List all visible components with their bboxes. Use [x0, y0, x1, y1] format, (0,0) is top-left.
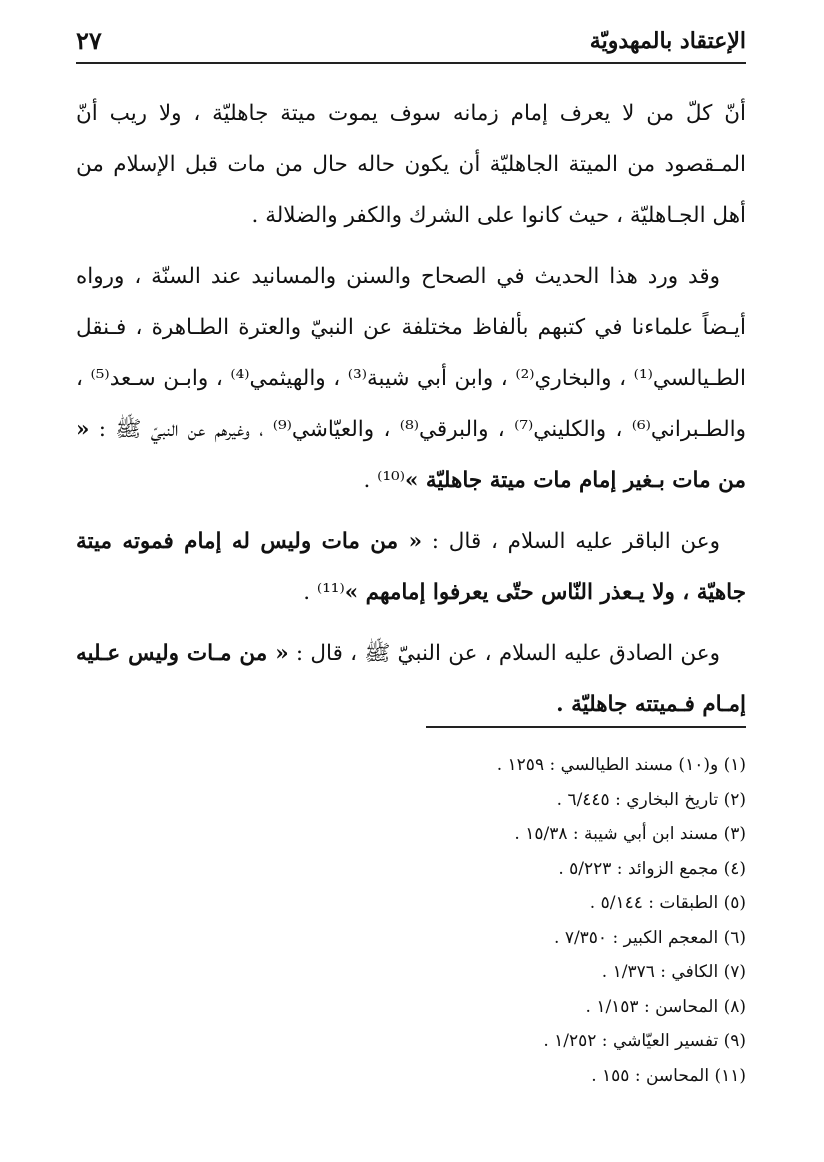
- footnote-item: (٧) الكافي : ١/٣٧٦ .: [601, 962, 746, 982]
- footnote-item: (١) و(١٠) مسند الطيالسي : ١٢٥٩ .: [496, 755, 746, 775]
- paragraph-3-quote: « من مات وليس له إمام فموته ميتة جاهيّة ، ولا يـعذر النّاس حتّى يعرفوا إمامهم »: [76, 529, 746, 605]
- paragraph-2-footnote-ref: ⁽¹⁰⁾ .: [363, 468, 405, 493]
- footnote-item: (٣) مسند ابن أبي شيبة : ١٥/٣٨ .: [514, 824, 746, 844]
- footnote-item: (٢) تاريخ البخاري : ٦/٤٤٥ .: [556, 789, 746, 810]
- footnote-item: (٦) المعجم الكبير : ٧/٣٥٠ .: [554, 927, 746, 948]
- body-text: [76, 88, 746, 740]
- footnotes-list: [226, 748, 746, 1093]
- paragraph-1-text: أنّ كلّ من لا يعرف إمام زمانه سوف يموت ميتة جاهليّة ، ولا ريب أنّ المـقصود من الميتة الجاهليّة أن يكون حاله حال من مات قبل الإسلام من أهل الجـاهليّة ، حيث كانوا على الشرك والكفر والضلالة .: [76, 101, 746, 228]
- footnote-item: (٤) مجمع الزوائد : ٥/٢٢٣ .: [558, 858, 746, 879]
- footnote-item: (٩) تفسير العيّاشي : ١/٢٥٢ .: [543, 1031, 746, 1051]
- page-number: ٢٧: [76, 26, 102, 55]
- paragraph-4-quote: « من مـات وليس عـليه إمـام فـميتته جاهليّة .: [76, 641, 746, 717]
- paragraph-2-quote: « من مات بـغير إمام مات ميتة جاهليّة »: [76, 417, 746, 493]
- running-title: الإعتقاد بالمهدويّة: [589, 28, 746, 54]
- paragraph-4: [76, 628, 746, 730]
- paragraph-2-text: وقد ورد هذا الحديث في الصحاح والسنن والمسانيد عند السنّة ، ورواه أيـضاً علماءنا في كتبهم بألفاظ مختلفة عن النبيّ والعترة الطـاهرة ، فـنقل الطـيالسي⁽¹⁾ ، والبخاري⁽²⁾ ، وابن أبي شيبة⁽³⁾ ، والهيثمي⁽⁴⁾ ، وابـن سـعد⁽⁵⁾ ، والطـبراني⁽⁶⁾ ، والكليني⁽⁷⁾ ، والبرقي⁽⁸⁾ ، والعيّاشي⁽⁹⁾ ، وغيرهم عن النبيّ ﷺ :: [76, 264, 747, 442]
- paragraph-4-text: وعن الصادق عليه السلام ، عن النبيّ ﷺ ، قال :: [288, 641, 720, 666]
- paragraph-3-footnote-ref: ⁽¹¹⁾ .: [303, 580, 345, 605]
- footnote-item: (٥) الطبقات : ٥/١٤٤ .: [589, 893, 746, 913]
- paragraph-3: [76, 516, 746, 618]
- paragraph-1: [76, 88, 746, 241]
- footnote-item: (٨) المحاسن : ١/١٥٣ .: [585, 996, 746, 1017]
- footnote-separator: [426, 726, 746, 728]
- paragraph-2: [76, 251, 746, 506]
- paragraph-3-text: وعن الباقر عليه السلام ، قال :: [422, 529, 720, 554]
- footnote-item: (١١) المحاسن : ١٥٥ .: [591, 1065, 746, 1086]
- page-header: [76, 22, 746, 64]
